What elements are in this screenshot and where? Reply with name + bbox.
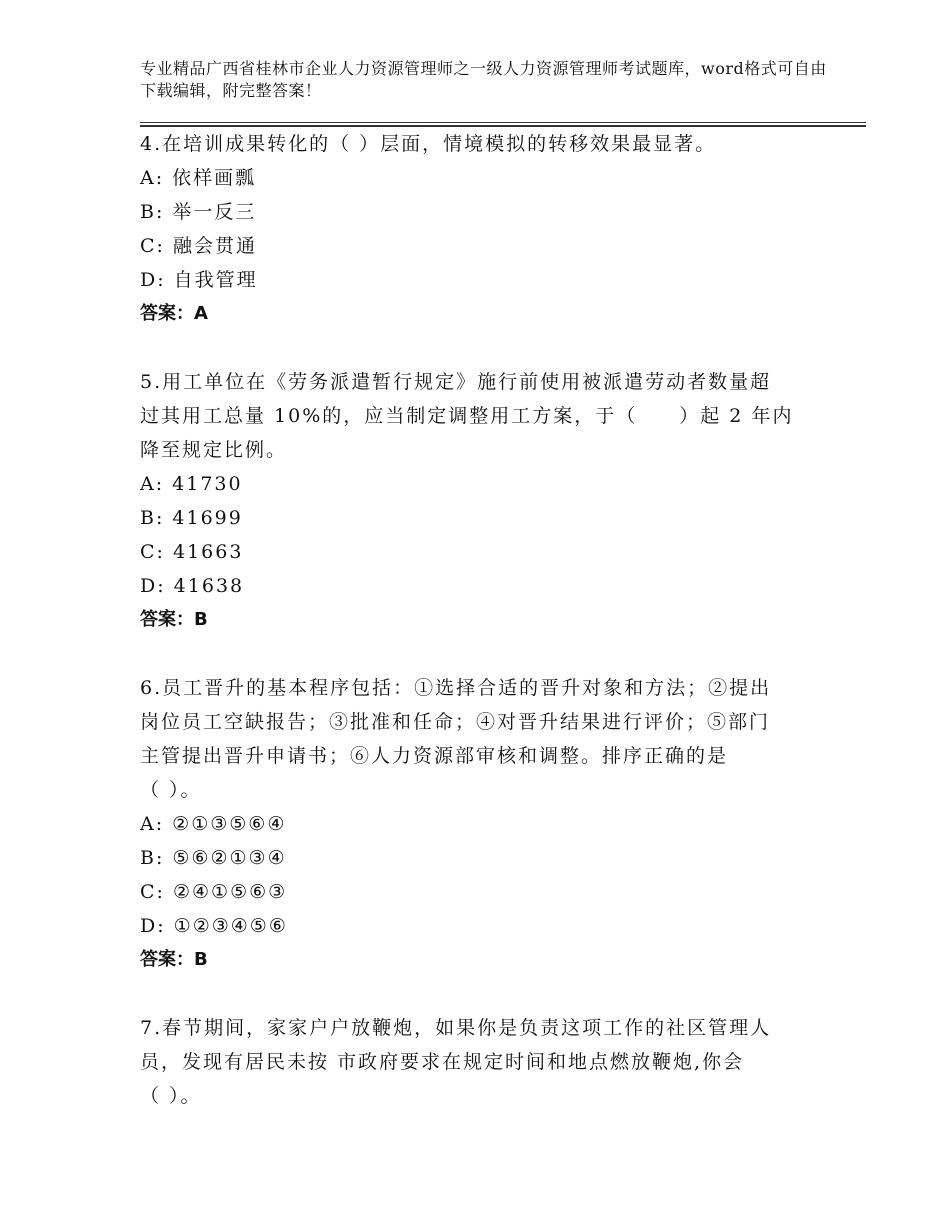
option-d: D: 41638	[140, 575, 245, 597]
spacer	[140, 977, 820, 1011]
question-stem-line: 员，发现有居民未按 市政府要求在规定时间和地点燃放鞭炮,你会	[140, 1051, 745, 1073]
question-stem-line: 岗位员工空缺报告；③批准和任命；④对晋升结果进行评价；⑤部门	[140, 711, 771, 733]
question-stem-line: （ ）。	[140, 1085, 202, 1107]
option-a: A: 41730	[140, 473, 243, 495]
question-6	[140, 671, 820, 977]
answer: 答案：B	[140, 949, 208, 970]
option-b: B: ⑤⑥②①③④	[140, 847, 287, 869]
question-4	[140, 127, 820, 331]
question-stem-line: 降至规定比例。	[140, 439, 288, 461]
option-c: C: 41663	[140, 541, 244, 563]
option-b: B: 41699	[140, 507, 243, 529]
question-stem: 4.在培训成果转化的（ ）层面，情境模拟的转移效果最显著。	[140, 133, 717, 155]
option-c: C: ②④①⑤⑥③	[140, 881, 288, 903]
question-5	[140, 365, 820, 637]
question-stem-line: （ ）。	[140, 779, 202, 801]
option-c: C: 融会贯通	[140, 235, 257, 257]
question-stem-line: 主管提出晋升申请书；⑥人力资源部审核和调整。排序正确的是	[140, 745, 729, 767]
spacer	[140, 637, 820, 671]
answer: 答案：B	[140, 609, 208, 630]
header-rule-thin	[140, 122, 866, 123]
option-d: D: 自我管理	[140, 269, 258, 291]
spacer	[140, 331, 820, 365]
question-stem-line: 7.春节期间，家家户户放鞭炮，如果你是负责这项工作的社区管理人	[140, 1017, 772, 1039]
answer: 答案：A	[140, 303, 208, 324]
option-a: A: ②①③⑤⑥④	[140, 813, 287, 835]
question-7	[140, 1011, 820, 1113]
question-stem-line: 过其用工总量 10%的，应当制定调整用工方案，于（ ）起 2 年内	[140, 405, 794, 427]
option-a: A: 依样画瓢	[140, 167, 257, 189]
question-stem-line: 5.用工单位在《劳务派遣暂行规定》施行前使用被派遣劳动者数量超	[140, 371, 772, 393]
option-d: D: ①②③④⑤⑥	[140, 915, 288, 937]
question-stem-line: 6.员工晋升的基本程序包括：①选择合适的晋升对象和方法；②提出	[140, 677, 772, 699]
document-header: 专业精品广西省桂林市企业人力资源管理师之一级人力资源管理师考试题库，word格式可自由下载编辑，附完整答案！	[140, 59, 827, 100]
question-list	[140, 127, 820, 1113]
option-b: B: 举一反三	[140, 201, 257, 223]
